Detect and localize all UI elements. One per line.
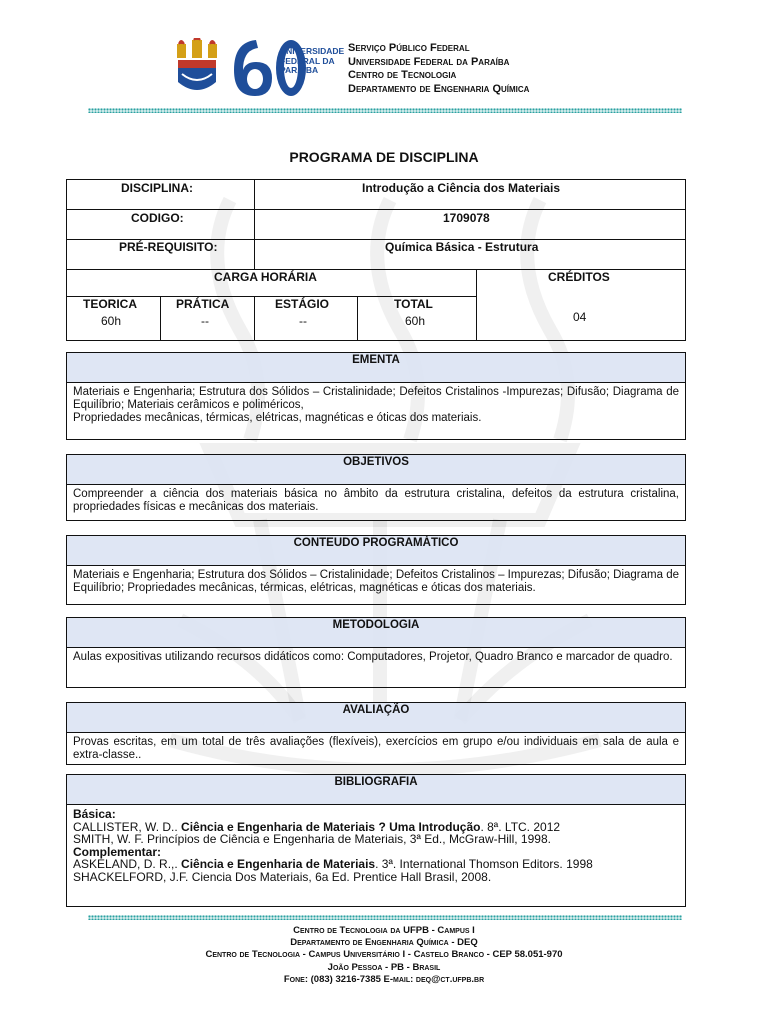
complementar-label: Complementar: <box>73 844 162 859</box>
divider <box>357 296 358 341</box>
conteudo-body: Materiais e Engenharia; Estrutura dos Sólidos – Cristalinidade; Defeitos Cristalinos – Impurezas; Difusão; Diagrama de Equilíbrio; Propriedades mecânicas, térmicas, elétricas, magnéticas e óticas dos materiais. <box>73 569 679 594</box>
bib-title: Ciência e Engenharia de Materiais <box>181 857 376 871</box>
divider <box>67 209 685 210</box>
avaliacao-section <box>66 702 686 765</box>
carga-horaria-label: CARGA HORÁRIA <box>214 270 317 284</box>
avaliacao-body: Provas escritas, em um total de três avaliações (flexíveis), exercícios em grupo e/ou individuais em sala de aula e extra-classe.. <box>73 736 679 761</box>
codigo-value: 1709078 <box>443 211 490 225</box>
teorica-value: 60h <box>101 314 122 328</box>
footer-line-5: Fone: (083) 3216-7385 E-mail: deq@ct.ufpb.br <box>283 973 485 985</box>
objetivos-body: Compreender a ciência dos materiais básica no âmbito da estrutura cristalina, defeitos da estrutura cristalina, propriedades físicas e mecânicas dos materiais. <box>73 488 679 513</box>
logo-wordmark <box>280 47 344 76</box>
disciplina-label: DISCIPLINA: <box>121 181 193 195</box>
bib-entry <box>73 858 679 871</box>
metodologia-heading: METODOLOGIA <box>67 618 685 648</box>
conteudo-heading: CONTEUDO PROGRAMÁTICO <box>67 536 685 566</box>
bib-author: CALLISTER, W. D.. <box>73 819 182 834</box>
footer-divider <box>88 915 682 920</box>
creditos-label: CRÉDITOS <box>548 270 610 284</box>
institution-line-3: Centro de Tecnologia <box>348 69 457 81</box>
estagio-label: ESTÁGIO <box>275 297 330 311</box>
logo-line-2: FEDERAL DA <box>280 55 335 66</box>
creditos-value: 04 <box>573 310 587 324</box>
divider <box>254 296 255 341</box>
objetivos-section <box>66 454 686 521</box>
header-divider <box>88 108 682 113</box>
conteudo-section <box>66 535 686 605</box>
pratica-value: -- <box>201 314 209 328</box>
footer <box>0 925 768 986</box>
bib-entry: SHACKELFORD, J.F. Ciencia Dos Materiais, 6a Ed. Prentice Hall Brasil, 2008. <box>73 869 492 884</box>
basica-label: Básica: <box>73 807 116 821</box>
disciplina-value: Introdução a Ciência dos Materiais <box>362 181 561 195</box>
total-label: TOTAL <box>394 297 433 311</box>
metodologia-section <box>66 617 686 688</box>
ementa-text-2: Propriedades mecânicas, térmicas, elétricas, magnéticas e óticas dos materiais. <box>73 412 482 424</box>
institution-lines <box>348 42 529 96</box>
divider <box>160 296 161 341</box>
footer-line-4: João Pessoa - PB - Brasil <box>327 961 441 973</box>
university-crest-icon <box>176 38 218 96</box>
total-value: 60h <box>405 314 426 328</box>
metodologia-body: Aulas expositivas utilizando recursos didáticos como: Computadores, Projetor, Quadro Branco e marcador de quadro. <box>73 651 673 663</box>
ementa-text: Materiais e Engenharia; Estrutura dos Sólidos – Cristalinidade; Defeitos Cristalinos -Impurezas; Difusão; Diagrama de Equilíbrio; Materiais cerâmicos e poliméricos, <box>73 386 679 411</box>
prerequisito-label: PRÉ-REQUISITO: <box>119 240 218 254</box>
ementa-heading: EMENTA <box>67 353 685 383</box>
institution-line-4: Departamento de Engenharia Química <box>348 82 530 95</box>
institution-line-1: Serviço Público Federal <box>348 42 470 54</box>
teorica-label: TEORICA <box>83 297 137 311</box>
ementa-body <box>67 383 685 428</box>
bibliografia-body <box>67 805 685 886</box>
estagio-value: -- <box>299 314 307 328</box>
footer-line-3: Centro de Tecnologia - Campus Universitário I - Castelo Branco - CEP 58.051-970 <box>205 949 563 961</box>
prerequisito-value: Química Básica - Estrutura <box>385 240 539 254</box>
pratica-label: PRÁTICA <box>176 297 230 311</box>
ementa-section <box>66 352 686 440</box>
page-title: PROGRAMA DE DISCIPLINA <box>289 149 479 165</box>
bib-details: . 3ª. International Thomson Editors. 1998 <box>375 857 593 871</box>
avaliacao-heading: AVALIAÇÃO <box>67 703 685 733</box>
bibliografia-section <box>66 774 686 907</box>
logo-line-3: PARAÍBA <box>280 65 319 75</box>
objetivos-heading: OBJETIVOS <box>67 455 685 485</box>
course-info-table <box>66 179 686 341</box>
footer-line-2: Departamento de Engenharia Química - DEQ <box>290 937 478 949</box>
divider <box>254 180 255 269</box>
divider <box>476 269 477 341</box>
bib-author: ASKELAND, D. R.,. <box>73 857 182 871</box>
bib-title: Ciência e Engenharia de Materiais ? Uma Introdução <box>181 819 481 834</box>
bibliografia-heading: BIBLIOGRAFIA <box>67 775 685 805</box>
letterhead <box>176 34 736 102</box>
institution-line-2: Universidade Federal da Paraíba <box>348 55 510 68</box>
logo-line-1: UNIVERSIDADE <box>280 46 345 56</box>
bib-details: . 8ª. LTC. 2012 <box>480 819 561 834</box>
codigo-label: CODIGO: <box>131 211 184 225</box>
footer-line-1: Centro de Tecnologia da UFPB - Campus I <box>293 925 475 936</box>
bib-entry: SMITH, W. F. Princípios de Ciência e Engenharia de Materiais, 3ª Ed., McGraw-Hill, 1998. <box>73 832 551 846</box>
